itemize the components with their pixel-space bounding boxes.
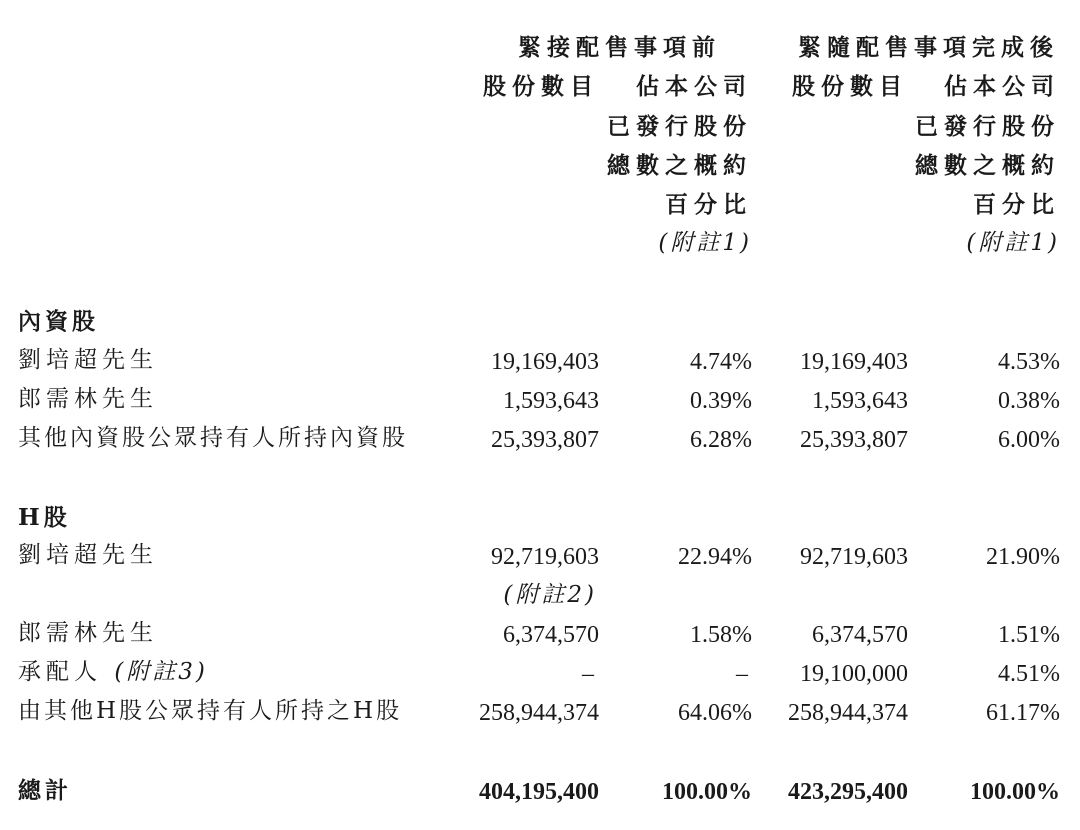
total-after-pct: 100.00% [970, 779, 1060, 805]
before-shares-col-header: 股份數目 [483, 73, 599, 100]
before-pct-header-line3: 總數之概約 [607, 152, 752, 179]
total-before-pct: 100.00% [662, 779, 752, 805]
before-pct-cell: 22.94% [678, 544, 752, 570]
after-shares-cell: 92,719,603 [800, 544, 908, 570]
before-shares-cell: 25,393,807 [491, 427, 599, 453]
after-pct-note: (附註1) [966, 230, 1060, 256]
total-before-shares: 404,195,400 [479, 779, 599, 805]
row-label: 郎需林先生 [18, 386, 158, 412]
before-shares-cell: 258,944,374 [479, 700, 599, 726]
before-shares-cell: 1,593,643 [503, 388, 599, 414]
before-placing-header: 緊接配售事項前 [518, 34, 721, 61]
before-pct-cell: 4.74% [690, 349, 752, 375]
row-label: 劉培超先生 [18, 542, 158, 568]
after-shares-cell: 6,374,570 [812, 622, 908, 648]
before-pct-cell: 0.39% [690, 388, 752, 414]
before-shares-cell: – [582, 661, 594, 687]
after-shares-cell: 1,593,643 [812, 388, 908, 414]
before-pct-note: (附註1) [658, 230, 752, 256]
row-label [18, 661, 208, 684]
total-label: 總計 [18, 777, 72, 804]
placee-note: (附註3) [114, 659, 208, 685]
before-pct-cell: – [736, 661, 748, 687]
after-placing-header: 緊隨配售事項完成後 [798, 34, 1059, 61]
after-pct-cell: 4.51% [998, 661, 1060, 687]
after-pct-cell: 0.38% [998, 388, 1060, 414]
after-pct-header-line3: 總數之概約 [915, 152, 1060, 179]
before-shares-cell: 92,719,603 [491, 544, 599, 570]
after-pct-cell: 6.00% [998, 427, 1060, 453]
row-label: 郎需林先生 [18, 620, 158, 646]
after-shares-cell: 258,944,374 [788, 700, 908, 726]
before-shares-cell: 6,374,570 [503, 622, 599, 648]
after-shares-cell: 19,100,000 [800, 661, 908, 687]
before-pct-cell: 1.58% [690, 622, 752, 648]
domestic-shares-section-title: 內資股 [18, 308, 99, 335]
before-shares-cell: 19,169,403 [491, 349, 599, 375]
after-pct-header-line2: 已發行股份 [915, 113, 1060, 140]
after-pct-header-line4: 百分比 [973, 191, 1060, 218]
before-pct-header-line1: 佔本公司 [636, 73, 752, 100]
before-shares-note: (附註2) [503, 582, 597, 608]
after-pct-cell: 4.53% [998, 349, 1060, 375]
after-shares-col-header: 股份數目 [792, 73, 908, 100]
after-shares-cell: 25,393,807 [800, 427, 908, 453]
after-shares-cell: 19,169,403 [800, 349, 908, 375]
before-pct-cell: 6.28% [690, 427, 752, 453]
h-shares-section-title: H股 [18, 504, 71, 531]
row-label: 劉培超先生 [18, 347, 158, 373]
before-pct-header-line2: 已發行股份 [607, 113, 752, 140]
after-pct-cell: 61.17% [986, 700, 1060, 726]
after-pct-header-line1: 佔本公司 [944, 73, 1060, 100]
before-pct-cell: 64.06% [678, 700, 752, 726]
total-after-shares: 423,295,400 [788, 779, 908, 805]
placee-label: 承配人 [18, 659, 102, 685]
row-label: 其他內資股公眾持有人所持內資股 [18, 425, 408, 451]
after-pct-cell: 21.90% [986, 544, 1060, 570]
after-pct-cell: 1.51% [998, 622, 1060, 648]
row-label: 由其他H股公眾持有人所持之H股 [18, 698, 403, 724]
before-pct-header-line4: 百分比 [665, 191, 752, 218]
